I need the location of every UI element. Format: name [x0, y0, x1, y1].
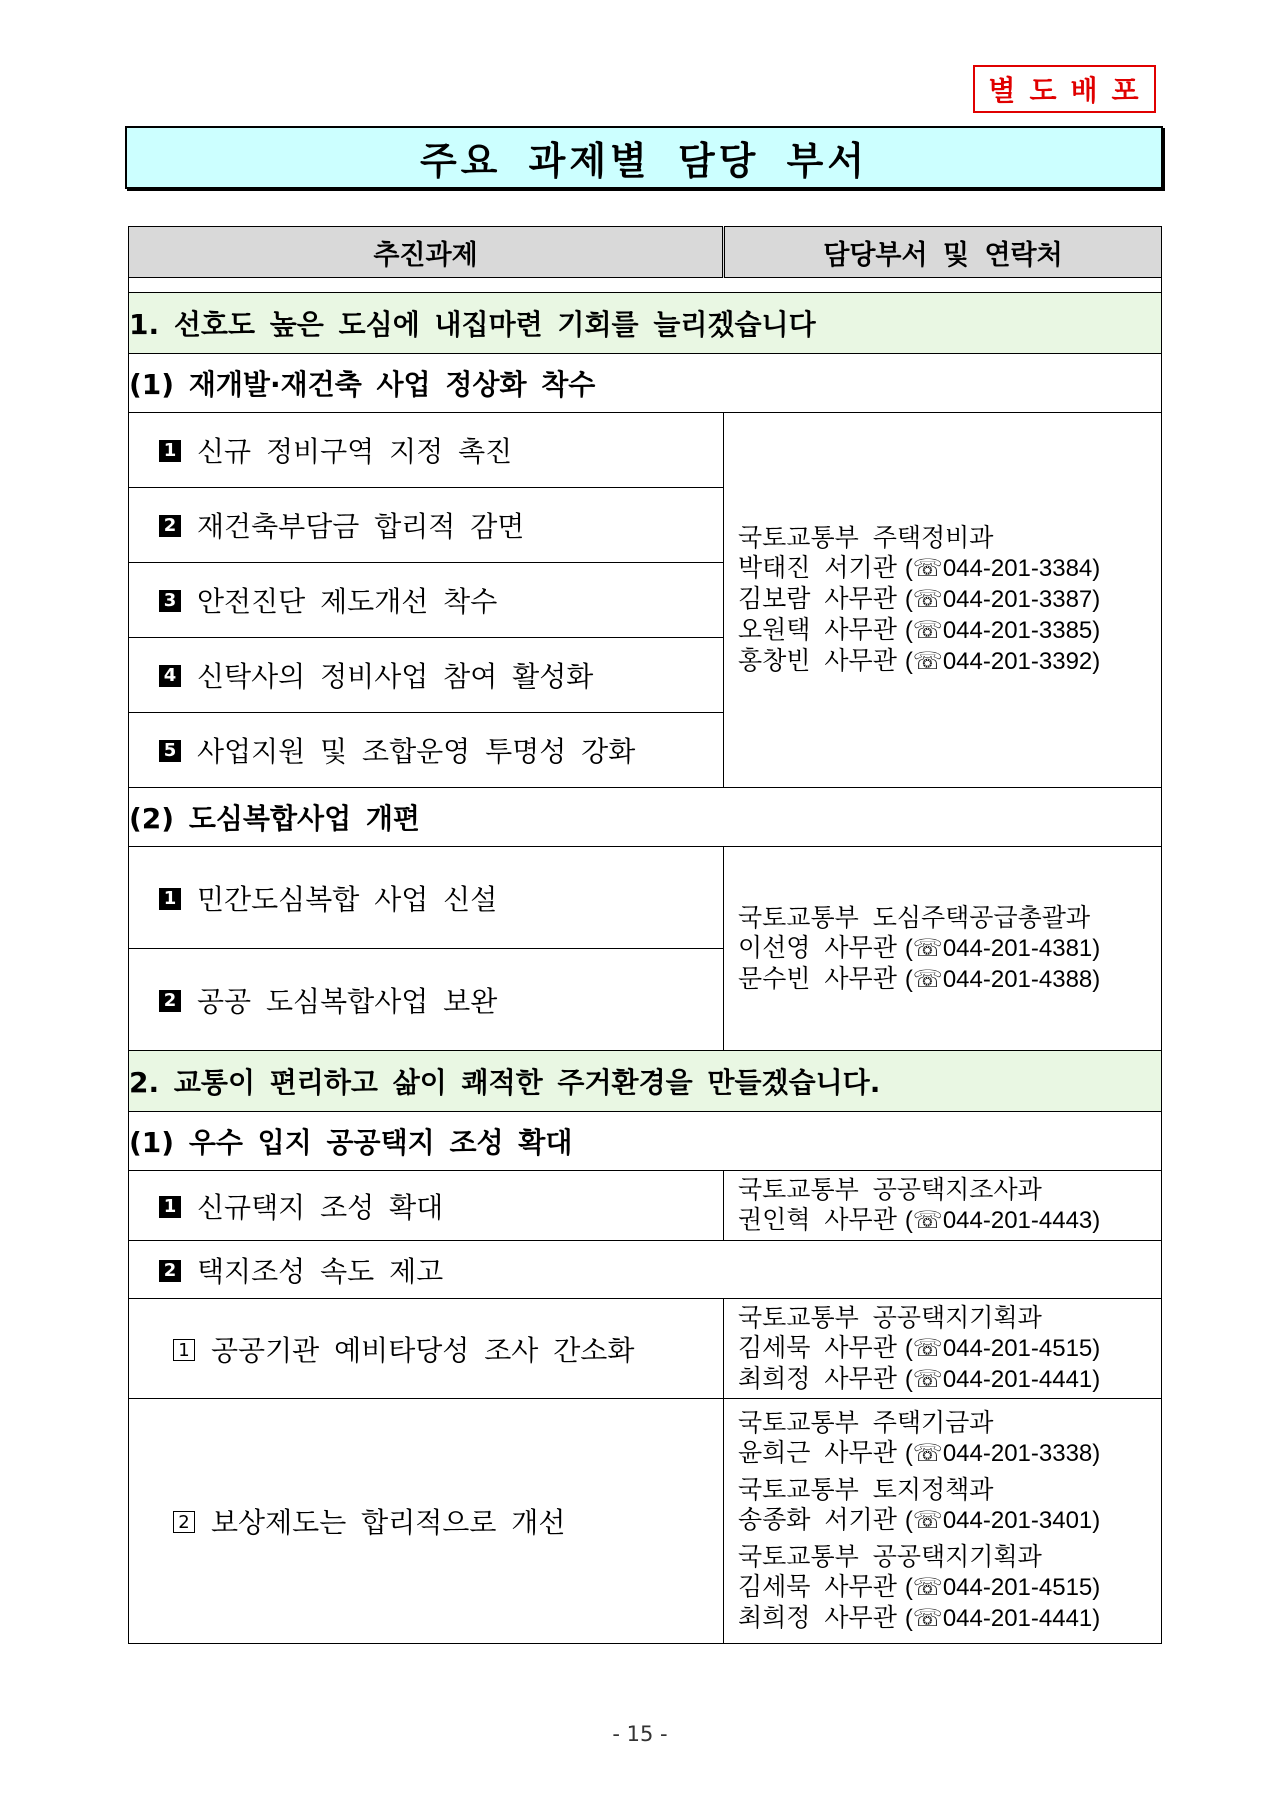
task-item: 3 안전진단 제도개선 착수: [129, 563, 724, 638]
subsection-title: (2) 도심복합사업 개편: [129, 788, 1162, 847]
contact-cell: [724, 1171, 1162, 1241]
subsection-title: (1) 우수 입지 공공택지 조성 확대: [129, 1112, 1162, 1171]
separate-distribution-badge: 별도배포: [973, 65, 1156, 113]
task-column-header: 추진과제: [129, 227, 724, 278]
task-item: 1 신규 정비구역 지정 촉진: [129, 413, 724, 488]
number-badge: 1: [159, 1196, 181, 1218]
task-item: 2 재건축부담금 합리적 감면: [129, 488, 724, 563]
page-title: 주요 과제별 담당 부서: [125, 126, 1163, 189]
responsibility-table: [128, 226, 1161, 1644]
number-badge: 4: [159, 665, 181, 687]
contact-person: 홍창빈 사무관 (☏044-201-3392): [738, 646, 1101, 675]
department: 국토교통부 공공택지기획과: [738, 1542, 1042, 1571]
contact-person: 송종화 서기관 (☏044-201-3401): [738, 1505, 1101, 1534]
contact-column-header: 담당부서 및 연락처: [724, 227, 1162, 278]
contact-person: 김보람 사무관 (☏044-201-3387): [738, 584, 1101, 613]
task-item: 4 신탁사의 정비사업 참여 활성화: [129, 638, 724, 713]
section-title: 1. 선호도 높은 도심에 내집마련 기회를 늘리겠습니다: [129, 293, 1162, 354]
department: 국토교통부 공공택지기획과: [738, 1302, 1042, 1332]
number-badge: 2: [159, 990, 181, 1012]
contact-cell: [724, 847, 1162, 1051]
contact-group: [738, 1475, 1161, 1536]
section-title: 2. 교통이 편리하고 삶이 쾌적한 주거환경을 만들겠습니다.: [129, 1051, 1162, 1112]
number-badge: 5: [159, 740, 181, 762]
page-number: - 15 -: [612, 1722, 668, 1746]
contact-person: 최희정 사무관 (☏044-201-4441): [738, 1363, 1101, 1393]
department: 국토교통부 도심주택공급총괄과: [738, 902, 1091, 932]
task-item: 1 신규택지 조성 확대: [129, 1171, 724, 1241]
contact-person: 윤희근 사무관 (☏044-201-3338): [738, 1438, 1101, 1467]
contact-person: 오원택 사무관 (☏044-201-3385): [738, 615, 1101, 644]
contact-person: 문수빈 사무관 (☏044-201-4388): [738, 963, 1101, 993]
number-badge: 2: [159, 515, 181, 537]
department: 국토교통부 주택정비과: [738, 523, 994, 552]
number-badge: 3: [159, 590, 181, 612]
department: 국토교통부 공공택지조사과: [738, 1175, 1042, 1204]
outlined-number-badge: 2: [173, 1511, 195, 1533]
number-badge: 2: [159, 1260, 181, 1282]
task-item: 5 사업지원 및 조합운영 투명성 강화: [129, 713, 724, 788]
department: 국토교통부 주택기금과: [738, 1408, 994, 1437]
number-badge: 1: [159, 888, 181, 910]
contact-cell: [724, 1399, 1162, 1644]
task-item: 2 택지조성 속도 제고: [129, 1241, 1162, 1299]
task-item: 2 공공 도심복합사업 보완: [129, 949, 724, 1051]
number-badge: 1: [159, 440, 181, 462]
contact-person: 김세묵 사무관 (☏044-201-4515): [738, 1572, 1101, 1601]
contact-person: 박태진 서기관 (☏044-201-3384): [738, 553, 1101, 582]
contact-cell: [724, 413, 1162, 788]
sub-task-item: 2 보상제도는 합리적으로 개선: [129, 1399, 724, 1644]
contact-group: [738, 1408, 1161, 1469]
spacer-row: [129, 278, 1162, 293]
department: 국토교통부 토지정책과: [738, 1475, 994, 1504]
outlined-number-badge: 1: [173, 1339, 195, 1361]
subsection-title: (1) 재개발·재건축 사업 정상화 착수: [129, 354, 1162, 413]
task-item: 1 민간도심복합 사업 신설: [129, 847, 724, 949]
contact-cell: [724, 1299, 1162, 1399]
sub-task-item: 1 공공기관 예비타당성 조사 간소화: [129, 1299, 724, 1399]
contact-person: 최희정 사무관 (☏044-201-4441): [738, 1603, 1101, 1632]
contact-group: [738, 1542, 1161, 1634]
contact-person: 권인혁 사무관 (☏044-201-4443): [738, 1205, 1101, 1234]
contact-person: 이선영 사무관 (☏044-201-4381): [738, 932, 1101, 962]
contact-person: 김세묵 사무관 (☏044-201-4515): [738, 1332, 1101, 1362]
